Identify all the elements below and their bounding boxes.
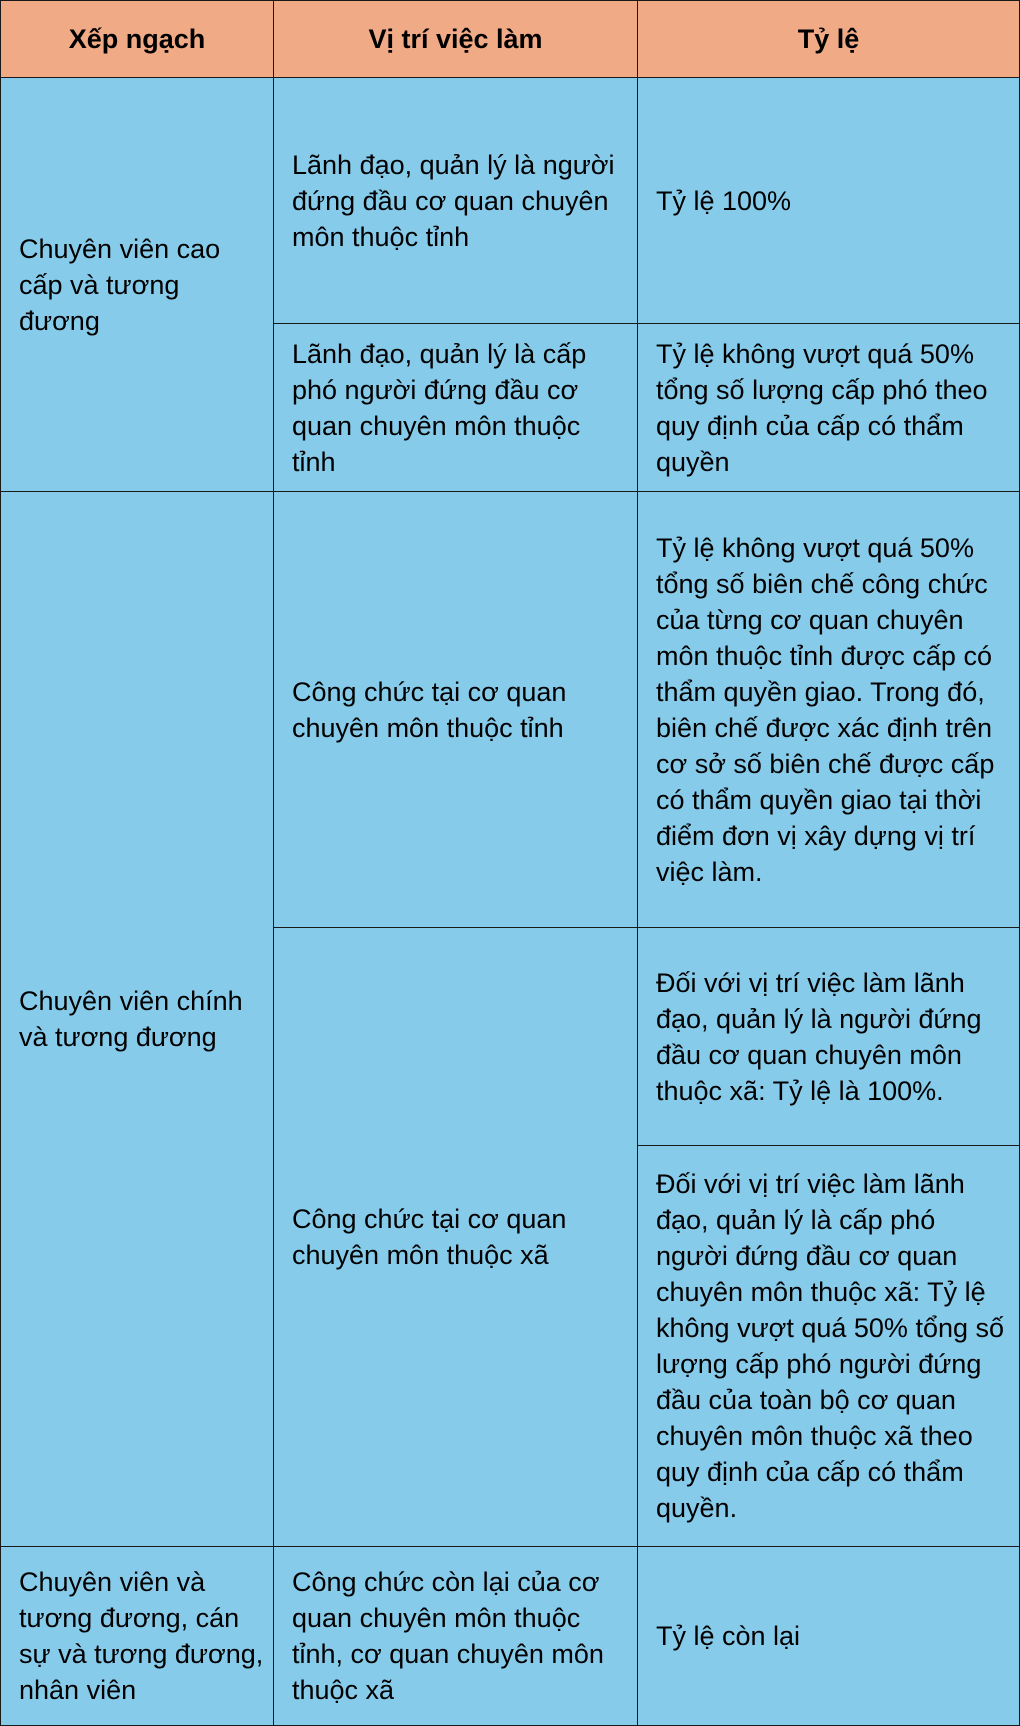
- position-cell: Công chức còn lại của cơ quan chuyên môn thuộc tỉnh, cơ quan chuyên môn thuộc xã: [274, 1547, 638, 1726]
- table-row: [1, 78, 1020, 324]
- ratio-cell: Đối với vị trí việc làm lãnh đạo, quản lý là cấp phó người đứng đầu cơ quan chuyên môn thuộc xã: Tỷ lệ không vượt quá 50% tổng số lượng cấp phó người đứng đầu của toàn bộ cơ quan chuyên môn thuộc xã theo quy định của cấp có thẩm quyền.: [638, 1146, 1020, 1547]
- header-rank: Xếp ngạch: [1, 1, 274, 78]
- table-row: [1, 492, 1020, 928]
- rank-cell: Chuyên viên cao cấp và tương đương: [1, 78, 274, 492]
- ratio-cell: Tỷ lệ không vượt quá 50% tổng số lượng cấp phó theo quy định của cấp có thẩm quyền: [638, 324, 1020, 492]
- rank-cell: Chuyên viên và tương đương, cán sự và tương đương, nhân viên: [1, 1547, 274, 1726]
- ratio-cell: Tỷ lệ còn lại: [638, 1547, 1020, 1726]
- ratio-cell: Tỷ lệ 100%: [638, 78, 1020, 324]
- header-ratio: Tỷ lệ: [638, 1, 1020, 78]
- position-cell: Công chức tại cơ quan chuyên môn thuộc xã: [274, 928, 638, 1547]
- rank-cell: Chuyên viên chính và tương đương: [1, 492, 274, 1547]
- ratio-cell: Tỷ lệ không vượt quá 50% tổng số biên chế công chức của từng cơ quan chuyên môn thuộc tỉnh được cấp có thẩm quyền giao. Trong đó, biên chế được xác định trên cơ sở số biên chế được cấp có thẩm quyền giao tại thời điểm đơn vị xây dựng vị trí việc làm.: [638, 492, 1020, 928]
- position-cell: Công chức tại cơ quan chuyên môn thuộc tỉnh: [274, 492, 638, 928]
- header-position: Vị trí việc làm: [274, 1, 638, 78]
- ratio-cell: Đối với vị trí việc làm lãnh đạo, quản lý là người đứng đầu cơ quan chuyên môn thuộc xã: Tỷ lệ là 100%.: [638, 928, 1020, 1146]
- table-row: [1, 1547, 1020, 1726]
- position-cell: Lãnh đạo, quản lý là cấp phó người đứng đầu cơ quan chuyên môn thuộc tỉnh: [274, 324, 638, 492]
- position-cell: Lãnh đạo, quản lý là người đứng đầu cơ quan chuyên môn thuộc tỉnh: [274, 78, 638, 324]
- header-row: [1, 1, 1020, 78]
